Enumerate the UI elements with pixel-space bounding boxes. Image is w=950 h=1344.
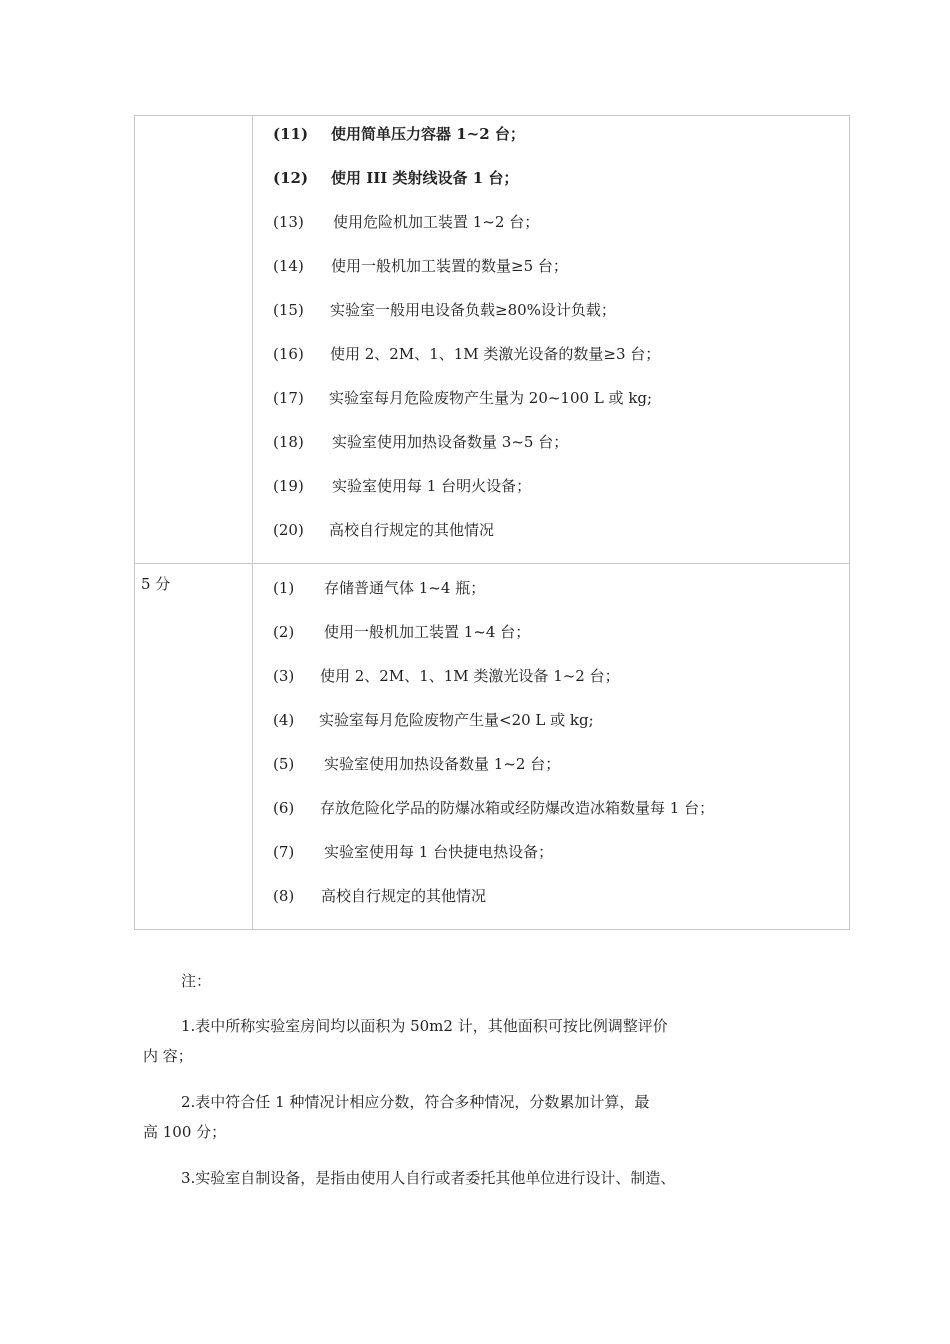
- list-item: [273, 383, 849, 427]
- item-number: (7): [273, 843, 295, 861]
- item-text: 使用简单压力容器 1~2 台；: [331, 125, 525, 143]
- item-text: 实验室使用每 1 台明火设备；: [332, 477, 532, 495]
- item-number: (8): [273, 887, 295, 905]
- item-number: (17): [273, 389, 304, 407]
- note-item: [143, 1163, 823, 1193]
- list-item: [273, 251, 849, 295]
- item-number: (4): [273, 711, 295, 729]
- item-text: 使用一般机加工装置 1~4 台；: [324, 623, 531, 641]
- list-item: [273, 661, 849, 705]
- item-number: (15): [273, 301, 304, 319]
- note-item: [143, 1011, 823, 1071]
- criteria-list: [253, 564, 849, 929]
- item-text: 实验室每月危险废物产生量<20 L 或 kg;: [319, 711, 594, 729]
- list-item: [273, 617, 849, 661]
- item-text: 存放危险化学品的防爆冰箱或经防爆改造冰箱数量每 1 台；: [320, 799, 715, 817]
- item-text: 使用 2、2M、1、1M 类激光设备 1~2 台；: [320, 667, 620, 685]
- list-item: [273, 749, 849, 793]
- list-item: [273, 339, 849, 383]
- item-text: 实验室一般用电设备负载≥80%设计负载；: [330, 301, 616, 319]
- item-number: (6): [273, 799, 295, 817]
- item-text: 使用一般机加工装置的数量≥5 台；: [331, 257, 568, 275]
- item-text: 存储普通气体 1~4 瓶；: [324, 579, 486, 597]
- item-text: 实验室使用每 1 台快捷电热设备；: [324, 843, 554, 861]
- list-item: [273, 837, 849, 881]
- list-item: [273, 881, 849, 925]
- list-item: [273, 119, 849, 163]
- item-number: (16): [273, 345, 304, 363]
- criteria-list: [253, 116, 849, 563]
- criteria-cell: [253, 116, 850, 564]
- list-item: [273, 705, 849, 749]
- item-text: 使用危险机加工装置 1~2 台；: [333, 213, 540, 231]
- note-item: [143, 1087, 823, 1147]
- item-number: (19): [273, 477, 304, 495]
- item-text: 使用 III 类射线设备 1 台；: [331, 169, 519, 187]
- table-row: [135, 564, 850, 930]
- item-number: (5): [273, 755, 295, 773]
- score-label: 5 分: [141, 575, 171, 593]
- score-cell: [135, 116, 253, 564]
- item-number: (12): [273, 169, 309, 187]
- criteria-cell: [253, 564, 850, 930]
- score-cell: [135, 564, 253, 930]
- notes-heading: 注：: [181, 972, 212, 990]
- score-label: [135, 116, 252, 125]
- list-item: [273, 163, 849, 207]
- item-text: 实验室使用加热设备数量 3~5 台；: [332, 433, 569, 451]
- note-text: 2.表中符合任 1 种情况计相应分数，符合多种情况，分数累加计算，最: [181, 1093, 650, 1111]
- item-number: (2): [273, 623, 295, 641]
- item-text: 实验室使用加热设备数量 1~2 台；: [324, 755, 561, 773]
- item-number: (13): [273, 213, 304, 231]
- table-row: [135, 116, 850, 564]
- note-text: 1.表中所称实验室房间均以面积为 50m2 计，其他面积可按比例调整评价: [181, 1017, 668, 1035]
- note-text-continued: 内 容；: [143, 1047, 193, 1065]
- note-text: 3.实验室自制设备，是指由使用人自行或者委托其他单位进行设计、制造、: [181, 1169, 676, 1187]
- item-text: 高校自行规定的其他情况: [329, 521, 495, 539]
- note-text-continued: 高 100 分；: [143, 1123, 227, 1141]
- item-text: 高校自行规定的其他情况: [321, 887, 487, 905]
- item-number: (11): [273, 125, 309, 143]
- item-number: (1): [273, 579, 295, 597]
- list-item: [273, 793, 849, 837]
- item-number: (14): [273, 257, 304, 275]
- list-item: [273, 471, 849, 515]
- list-item: [273, 427, 849, 471]
- item-number: (3): [273, 667, 295, 685]
- list-item: [273, 295, 849, 339]
- item-number: (20): [273, 521, 304, 539]
- item-number: (18): [273, 433, 304, 451]
- list-item: [273, 207, 849, 251]
- score-table: [134, 115, 850, 930]
- item-text: 使用 2、2M、1、1M 类激光设备的数量≥3 台；: [330, 345, 661, 363]
- item-text: 实验室每月危险废物产生量为 20~100 L 或 kg;: [329, 389, 653, 407]
- list-item: [273, 515, 849, 559]
- list-item: [273, 573, 849, 617]
